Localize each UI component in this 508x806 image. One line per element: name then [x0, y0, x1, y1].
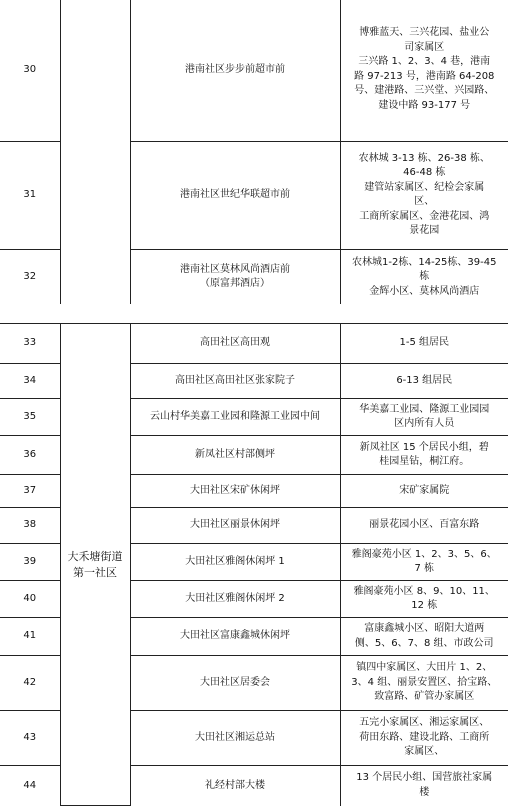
row-number: 41	[0, 618, 60, 656]
site-area: 丽景花园小区、百富东路	[340, 508, 508, 544]
row-number: 34	[0, 364, 60, 399]
row-number: 30	[0, 0, 60, 141]
street-cell: 大禾塘街道 第一社区	[60, 324, 130, 806]
site-location: 港南社区步步前超市前	[130, 0, 340, 141]
site-location: 大田社区湘运总站	[130, 711, 340, 766]
table-row	[0, 324, 508, 364]
row-number: 35	[0, 399, 60, 436]
site-location: 大田社区雅阁休闲坪 1	[130, 544, 340, 581]
row-number: 37	[0, 475, 60, 508]
site-location: 高田社区高田社区张家院子	[130, 364, 340, 399]
site-table-part-2	[0, 323, 508, 806]
site-table-part-1	[0, 0, 508, 305]
row-number: 40	[0, 581, 60, 618]
site-area: 农林城 3-13 栋、26-38 栋、 46-48 栋 建管站家属区、纪检会家属 区、 工商所家属区、金港花园、鸿 景花园	[340, 141, 508, 249]
row-number: 38	[0, 508, 60, 544]
site-area: 五完小家属区、湘运家属区、 荷田东路、建设北路、工商所 家属区、	[340, 711, 508, 766]
site-area: 13 个居民小组、国营旅社家属 楼	[340, 766, 508, 806]
site-location: 云山村华美嘉工业园和隆源工业园中间	[130, 399, 340, 436]
site-area: 宋矿家属院	[340, 475, 508, 508]
street-cell	[60, 0, 130, 305]
site-location: 大田社区富康鑫城休闲坪	[130, 618, 340, 656]
table-row	[0, 0, 508, 141]
site-area: 新凤社区 15 个居民小组，碧 桂园星钻，桐江府。	[340, 436, 508, 475]
row-number: 44	[0, 766, 60, 806]
site-location: 大田社区丽景休闲坪	[130, 508, 340, 544]
page-break-gap	[0, 304, 508, 323]
row-number: 43	[0, 711, 60, 766]
site-location: 大田社区居委会	[130, 656, 340, 711]
site-location: 礼经村部大楼	[130, 766, 340, 806]
site-location: 高田社区高田观	[130, 324, 340, 364]
row-number: 39	[0, 544, 60, 581]
site-area: 博雅蓝天、三兴花园、盐业公 司家属区 三兴路 1、2、3、4 巷，港南 路 97-213 号，港南路 64-208 号、建港路、三兴堂、兴园路、 建设中路 93-177 号	[340, 0, 508, 141]
site-location: 港南社区莫林风尚酒店前 （原富邦酒店）	[130, 249, 340, 305]
row-number: 42	[0, 656, 60, 711]
site-area: 雅阁豪苑小区 8、9、10、11、 12 栋	[340, 581, 508, 618]
site-location: 大田社区雅阁休闲坪 2	[130, 581, 340, 618]
site-area: 富康鑫城小区、昭阳大道两 侧、5、6、7、8 组、市政公司	[340, 618, 508, 656]
site-area: 华美嘉工业园、隆源工业园园 区内所有人员	[340, 399, 508, 436]
row-number: 36	[0, 436, 60, 475]
site-area: 雅阁豪苑小区 1、2、3、5、6、 7 栋	[340, 544, 508, 581]
site-area: 农林城1-2栋、14-25栋、39-45 栋 金辉小区、莫林风尚酒店	[340, 249, 508, 305]
row-number: 31	[0, 141, 60, 249]
row-number: 33	[0, 324, 60, 364]
site-area: 1-5 组居民	[340, 324, 508, 364]
site-location: 新凤社区村部侧坪	[130, 436, 340, 475]
site-location: 港南社区世纪华联超市前	[130, 141, 340, 249]
site-location: 大田社区宋矿休闲坪	[130, 475, 340, 508]
site-area: 6-13 组居民	[340, 364, 508, 399]
row-number: 32	[0, 249, 60, 305]
site-area: 镇四中家属区、大田片 1、2、 3、4 组、丽景安置区、拾宝路、 致富路、矿管办家属区	[340, 656, 508, 711]
